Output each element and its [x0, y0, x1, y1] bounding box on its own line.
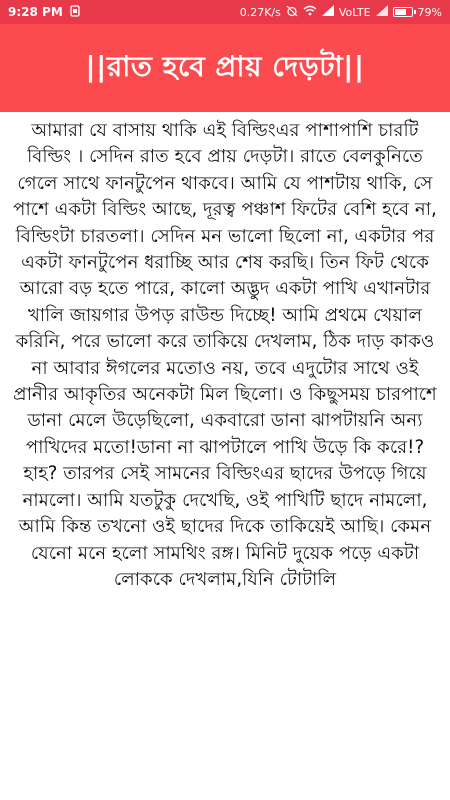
status-time: 9:28 PM: [8, 5, 63, 19]
wifi-icon: [303, 5, 317, 19]
battery-percent: 79%: [417, 5, 442, 19]
signal-icon: [322, 5, 334, 19]
network-type: VoLTE: [338, 5, 371, 19]
network-speed: 0.27K/s: [239, 5, 281, 19]
notification-icon: [69, 5, 81, 20]
battery-level-fill: [395, 9, 406, 15]
status-bar: [0, 0, 450, 24]
story-text: আমারা যে বাসায় থাকি এই বিল্ডিংএর পাশাপাশি চারটি বিল্ডিং । সেদিন রাত হবে প্রায় দেড়টা। রাতে বেলকুনিতে গেলে সাথে ফানটুপেন থাকবে। আমি যে পাশটায় থাকি, সে পাশে একটা বিল্ডিং আছে, দূরত্ব পঞ্চাশ ফিটের বেশি হবে না, বিল্ডিংটা চারতলা। সেদিন মন ভালো ছিলো না, একটার পর একটা ফানটুপেন ধরাচ্ছি আর শেষ করছি। তিন ফিট থেকে আরো বড় হতে পারে, কালো অদ্ভুদ একটা পাখি এখানটার খালি জায়গার উপড় রাউন্ড দিচ্ছে! আমি প্রথমে খেয়াল করিনি, পরে ভালো করে তাকিয়ে দেখলাম, ঠিক দাড় কাকও না আবার ঈগলের মতোও নয়, তবে এদুটোর সাথে ওই প্রানীর আকৃতির অনেকটা মিল ছিলো। ও কিছুসময় চারপাশে ডানা মেলে উড়েছিলো, একবারো ডানা ঝাপটায়নি অন্য পাখিদের মতো!ডানা না ঝাপটালে পাখি উড়ে কি করে!? হাহ? তারপর সেই সামনের বিল্ডিংএর ছাদের উপড়ে গিয়ে নামলো। আমি যতটুকু দেখেছি, ওই পাখিটি ছাদে নামলো, আমি কিন্ত তখনো ওই ছাদের দিকে তাকিয়েই আছি। কেমন যেনো মনে হলো সামথিং রঙ্গ। মিনিট দুয়েক পড়ে একটা লোককে দেখলাম,যিনি টোটালি: [13, 120, 437, 590]
battery-icon: [393, 7, 413, 17]
bottom-area: [0, 750, 450, 800]
signal-icon: [376, 5, 388, 19]
status-right-group: [240, 5, 442, 20]
page-title: ||রাত হবে প্রায় দেড়টা||: [85, 49, 365, 83]
story-content[interactable]: [0, 112, 450, 750]
app-header: [0, 24, 450, 112]
alarm-off-icon: [286, 5, 298, 20]
